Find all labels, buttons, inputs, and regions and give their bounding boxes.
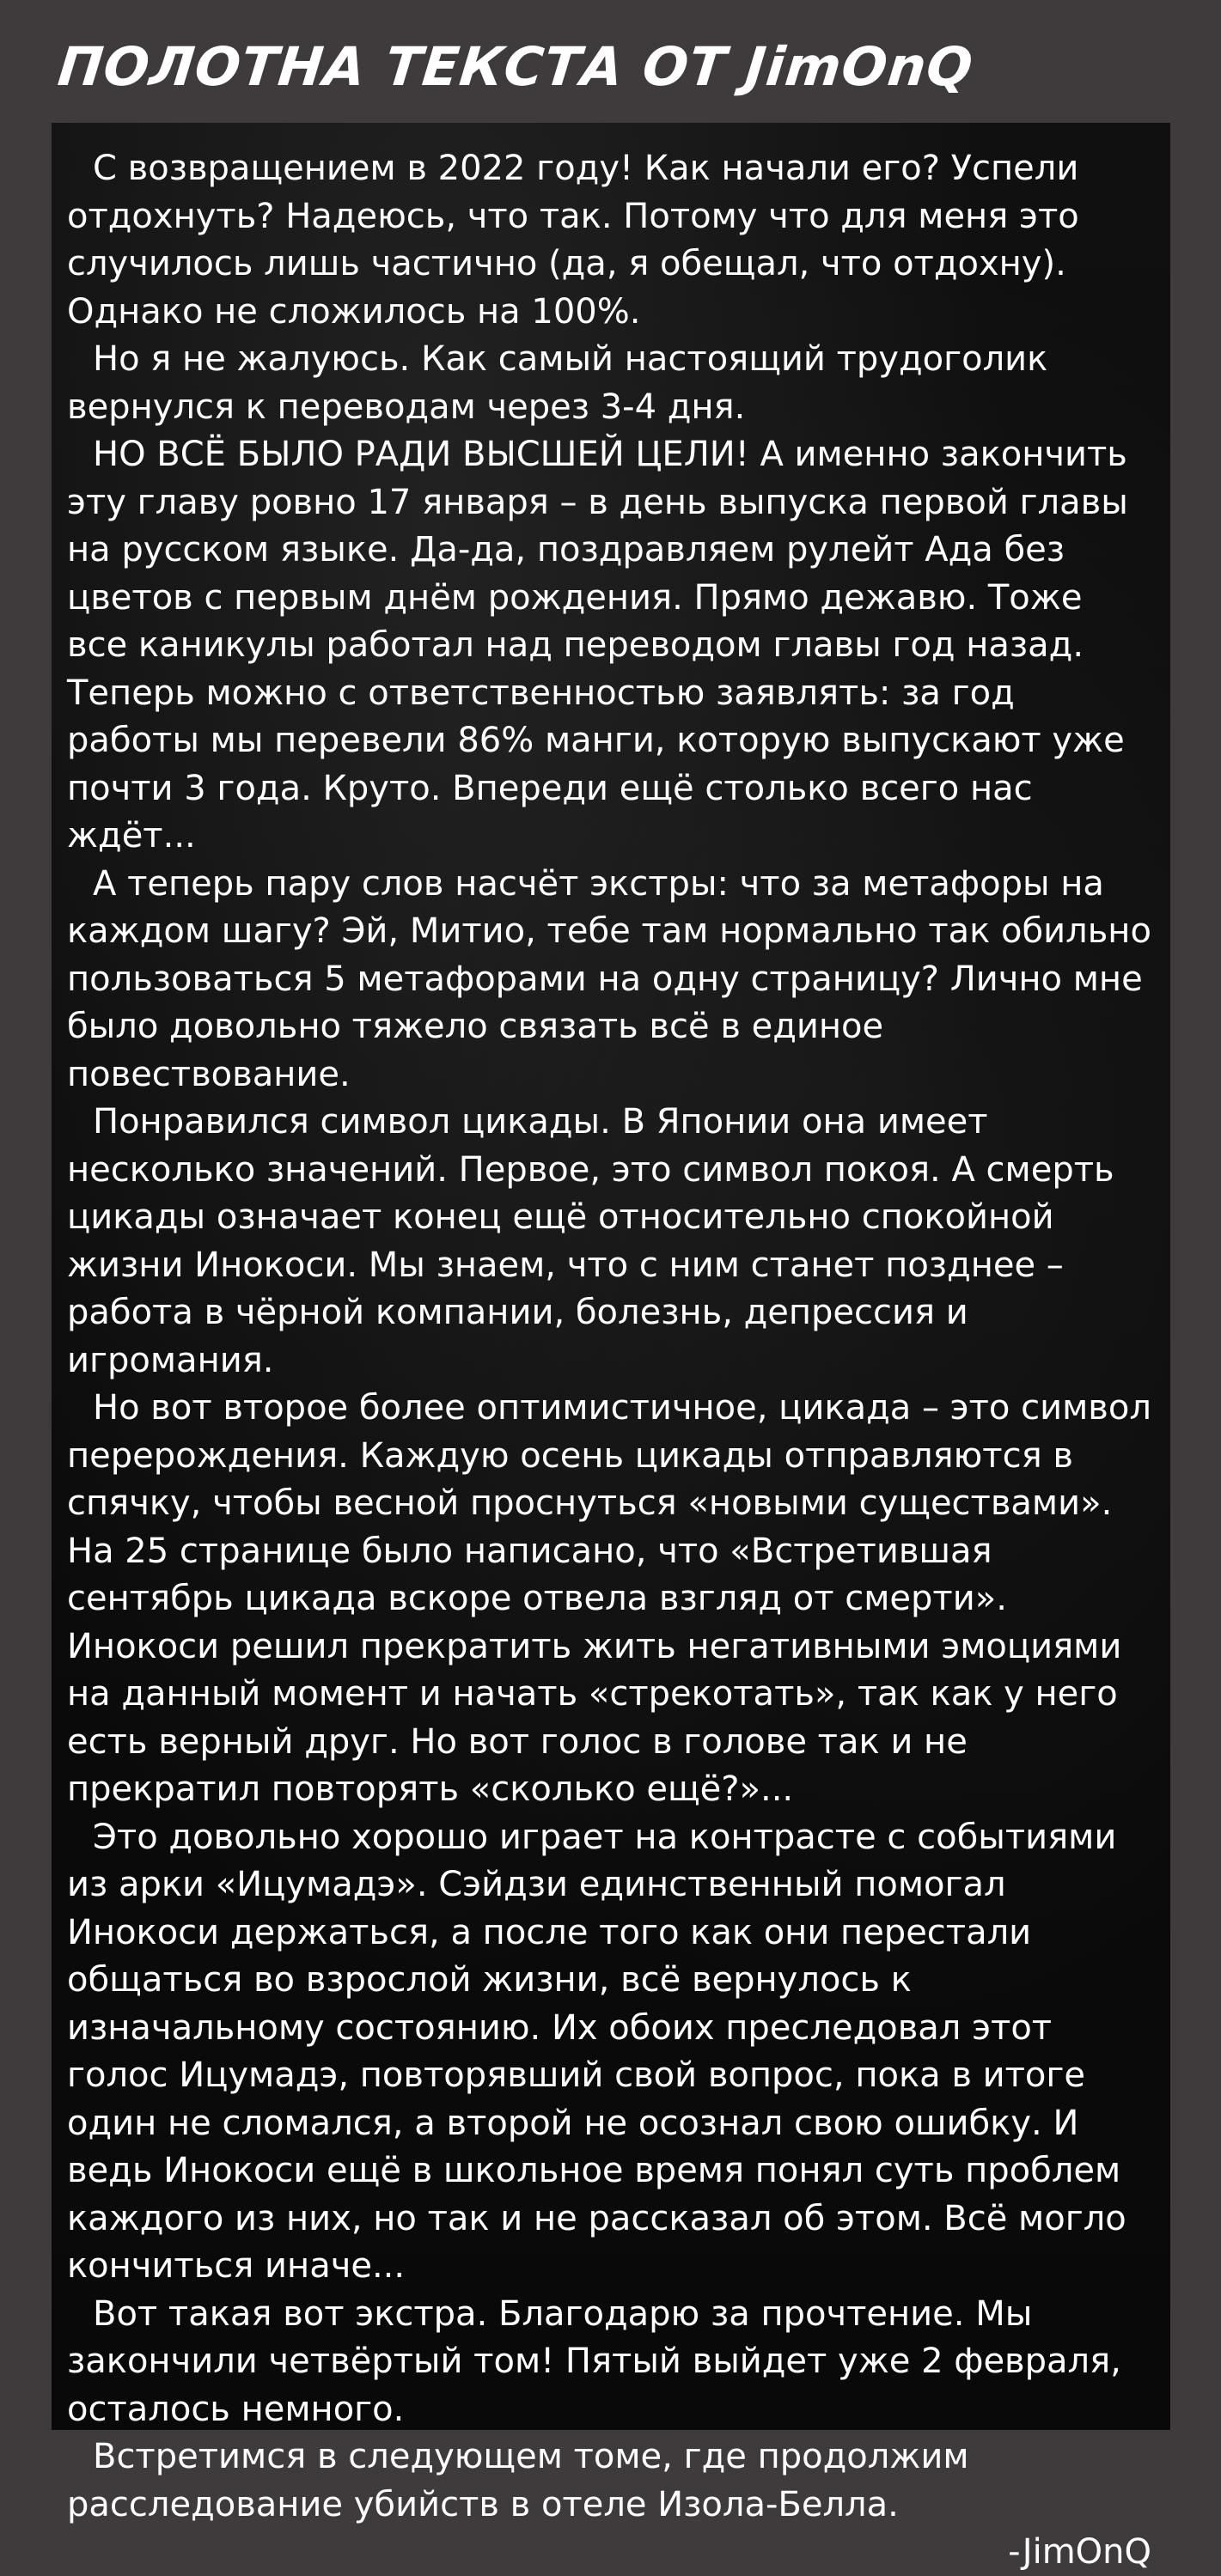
paragraph: Это довольно хорошо играет на контрасте с событиями из арки «Ицумадэ». Сэйдзи единственный помогал Инокоси держаться, а после того как они перестали общаться во взрослой жизни, всё вернулось к изначальному состоянию. Их обоих преследовал этот голос Ицумадэ, повторявший свой вопрос, пока в итоге один не сломался, а второй не осознал свою ошибку. И ведь Инокоси ещё в школьное время понял суть проблем каждого из них, но так и не рассказал об этом. Всё могло кончиться иначе... — [67, 1817, 1126, 2286]
paragraph: НО ВСЁ БЫЛО РАДИ ВЫСШЕЙ ЦЕЛИ! А именно закончить эту главу ровно 17 января – в день выпуска первой главы на русском языке. Да-да, поздравляем рулейт Ада без цветов с первым днём рождения. Прямо дежавю. Тоже все каникулы работал над переводом главы год назад. Теперь можно с ответственностью заявлять: за год работы мы перевели 86% манги, которую выпускают уже почти 3 года. Круто. Впереди ещё столько всего нас ждёт... — [67, 435, 1128, 856]
paragraph: Вот такая вот экстра. Благодарю за прочтение. Мы закончили четвёртый том! Пятый выйдет уже 2 февраля, осталось немного. — [67, 2293, 1121, 2429]
author-signature: -JimOnQ — [1008, 2532, 1151, 2572]
paragraph: Но вот второе более оптимистичное, цикада – это символ перерождения. Каждую осень цикады отправляются в спячку, чтобы весной проснуться «новыми существами». На 25 странице было написано, что «Встретившая сентябрь цикада вскоре отвела взгляд от смерти». Инокоси решил прекратить жить негативными эмоциями на данный момент и начать «стрекотать», так как у него есть верный друг. Но вот голос в голове так и не прекратил повторять «сколько ещё?»... — [67, 1388, 1151, 1809]
paragraph: Понравился символ цикады. В Японии она имеет несколько значений. Первое, это символ покоя. А смерть цикады означает конец ещё относительно спокойной жизни Инокоси. Мы знаем, что с ним станет позднее – работа в чёрной компании, болезнь, депрессия и игромания. — [67, 1102, 1114, 1380]
paragraph: С возвращением в 2022 году! Как начали его? Успели отдохнуть? Надеюсь, что так. Потому что для меня это случилось лишь частично (да, я обещал, что отдохну). Однако не сложилось на 100%. — [67, 149, 1079, 332]
paragraph: А теперь пару слов насчёт экстры: что за метафоры на каждом шагу? Эй, Митио, тебе там нормально так обильно пользоваться 5 метафорами на одну страницу? Лично мне было довольно тяжело связать всё в единое повествование. — [67, 863, 1151, 1094]
page-title: ПОЛОТНА ТЕКСТА ОТ JimOnQ — [55, 35, 977, 98]
paragraph: Встретимся в следующем томе, где продолжим расследование убийств в отеле Изола-Белла. — [67, 2437, 969, 2524]
paragraph: Но я не жалуюсь. Как самый настоящий трудоголик вернулся к переводам через 3-4 дня. — [67, 339, 1048, 427]
text-panel — [52, 123, 1170, 2572]
